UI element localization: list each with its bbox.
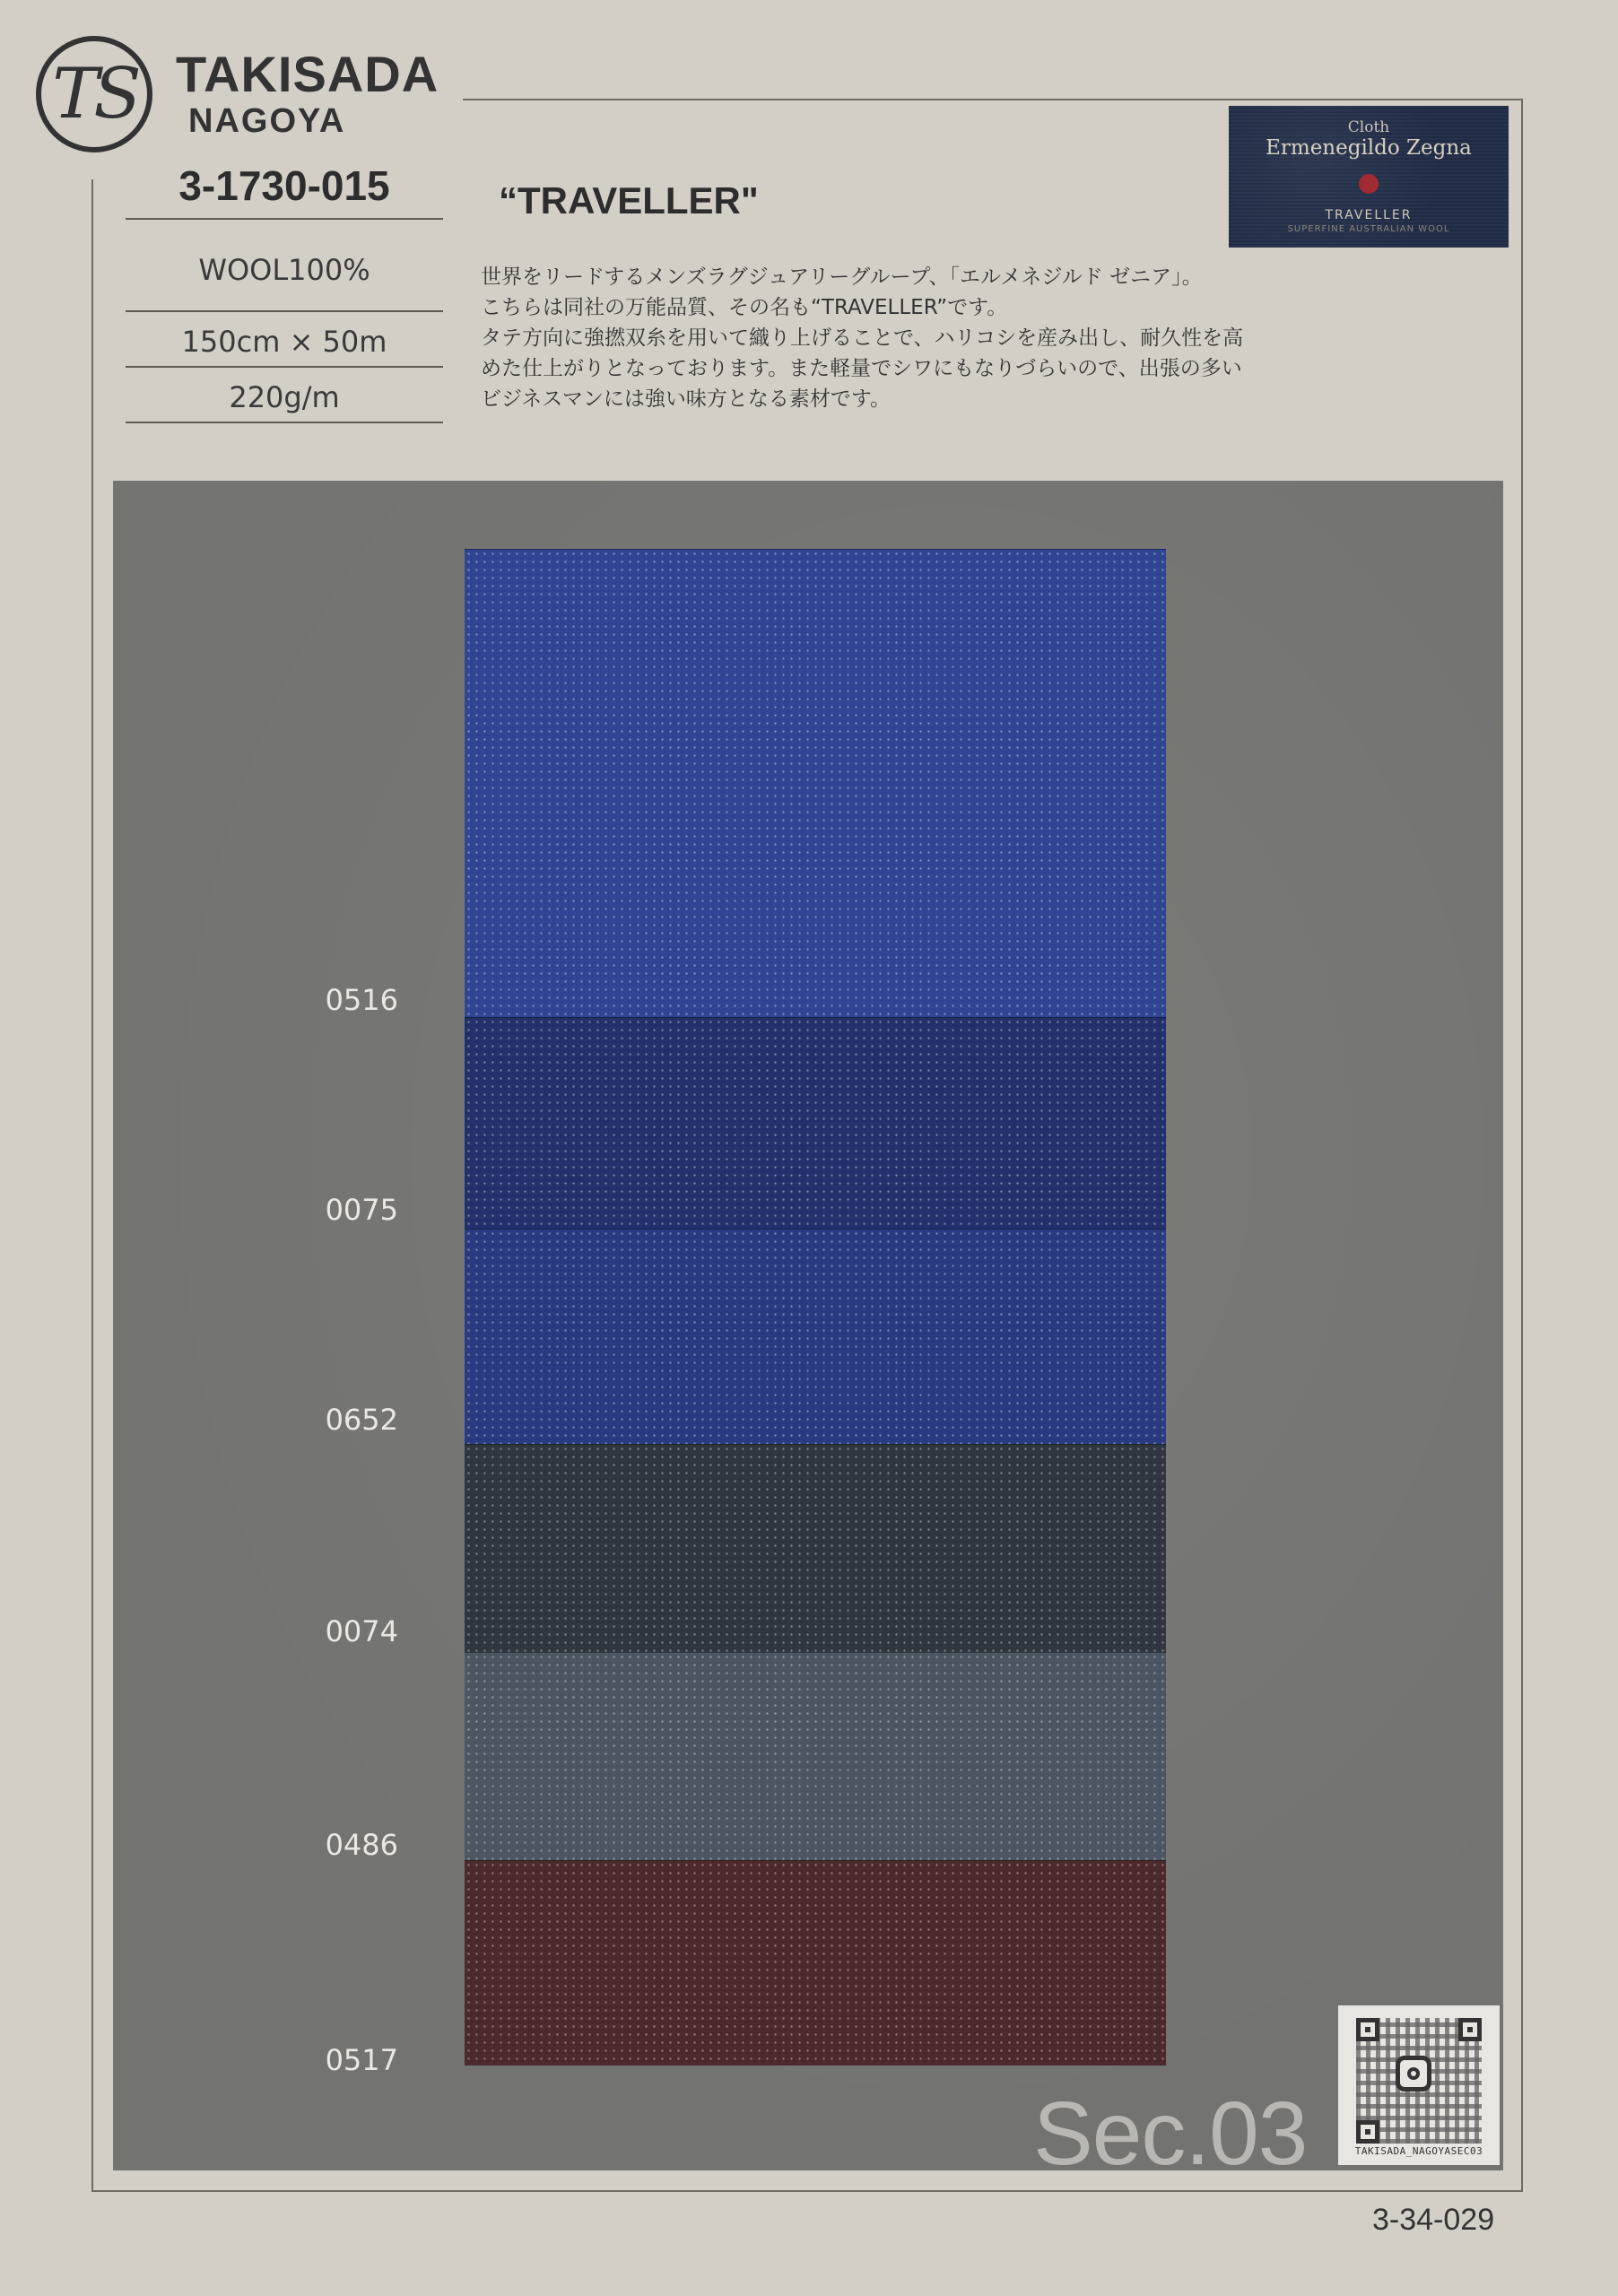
qr-finder-icon — [1356, 2018, 1379, 2041]
divider — [126, 422, 443, 423]
spec-composition: WOOL100% — [198, 253, 370, 287]
description-line: ビジネスマンには強い味方となる素材です。 — [481, 387, 892, 411]
swatch-code: 0075 — [325, 1193, 398, 1227]
qr-caption: TAKISADA_NAGOYASEC03 — [1354, 2145, 1483, 2157]
fabric-swatch[interactable] — [465, 1860, 1166, 2066]
section-label: Sec.03 — [1033, 2083, 1308, 2184]
spec-width-length: 150cm × 50m — [181, 325, 387, 359]
product-description — [481, 262, 1324, 414]
description-line: 世界をリードするメンズラグジュアリーグループ、「エルメネジルド ゼニア」。 — [481, 265, 1203, 289]
product-title: “TRAVELLER" — [499, 179, 759, 222]
swatch-code: 0486 — [325, 1828, 398, 1862]
brand-monogram: TS — [52, 54, 136, 135]
fabric-swatch[interactable] — [465, 1652, 1166, 1861]
fabric-swatch[interactable] — [465, 1017, 1166, 1230]
divider — [126, 218, 443, 220]
swatch-code: 0652 — [325, 1403, 398, 1437]
description-line: めた仕上がりとなっております。また軽量でシワにもなりづらいので、出張の多い — [481, 357, 1242, 380]
spec-weight: 220g/m — [229, 380, 340, 414]
swatch-code: 0517 — [325, 2043, 398, 2077]
brand-name: TAKISADA — [176, 46, 439, 102]
instagram-icon — [1396, 2056, 1431, 2092]
cloth-label-wool: SUPERFINE AUSTRALIAN WOOL — [1287, 224, 1450, 234]
qr-finder-icon — [1356, 2120, 1379, 2144]
swatch-code: 0074 — [325, 1614, 398, 1648]
cloth-label-line: Cloth — [1347, 118, 1390, 136]
fabric-swatch[interactable] — [465, 549, 1166, 1018]
divider — [126, 366, 443, 368]
cloth-label-brand: Ermenegildo Zegna — [1266, 136, 1472, 160]
article-code: 3-1730-015 — [178, 162, 390, 209]
description-line: タテ方向に強撚双糸を用いて織り上げることで、ハリコシを産み出し、耐久性を高 — [481, 326, 1244, 350]
brand-city: NAGOYA — [188, 102, 346, 140]
fabric-swatch[interactable] — [465, 1444, 1166, 1653]
page-id: 3-34-029 — [1372, 2203, 1495, 2237]
description-line: こちらは同社の万能品質、その名も“TRAVELLER”です。 — [481, 296, 1008, 319]
swatch-code: 0516 — [325, 983, 398, 1017]
emblem-icon — [1359, 174, 1379, 194]
fabric-swatch[interactable] — [465, 1229, 1166, 1445]
divider — [126, 310, 443, 312]
qr-finder-icon — [1458, 2018, 1482, 2041]
cloth-label-product: TRAVELLER — [1325, 208, 1413, 222]
